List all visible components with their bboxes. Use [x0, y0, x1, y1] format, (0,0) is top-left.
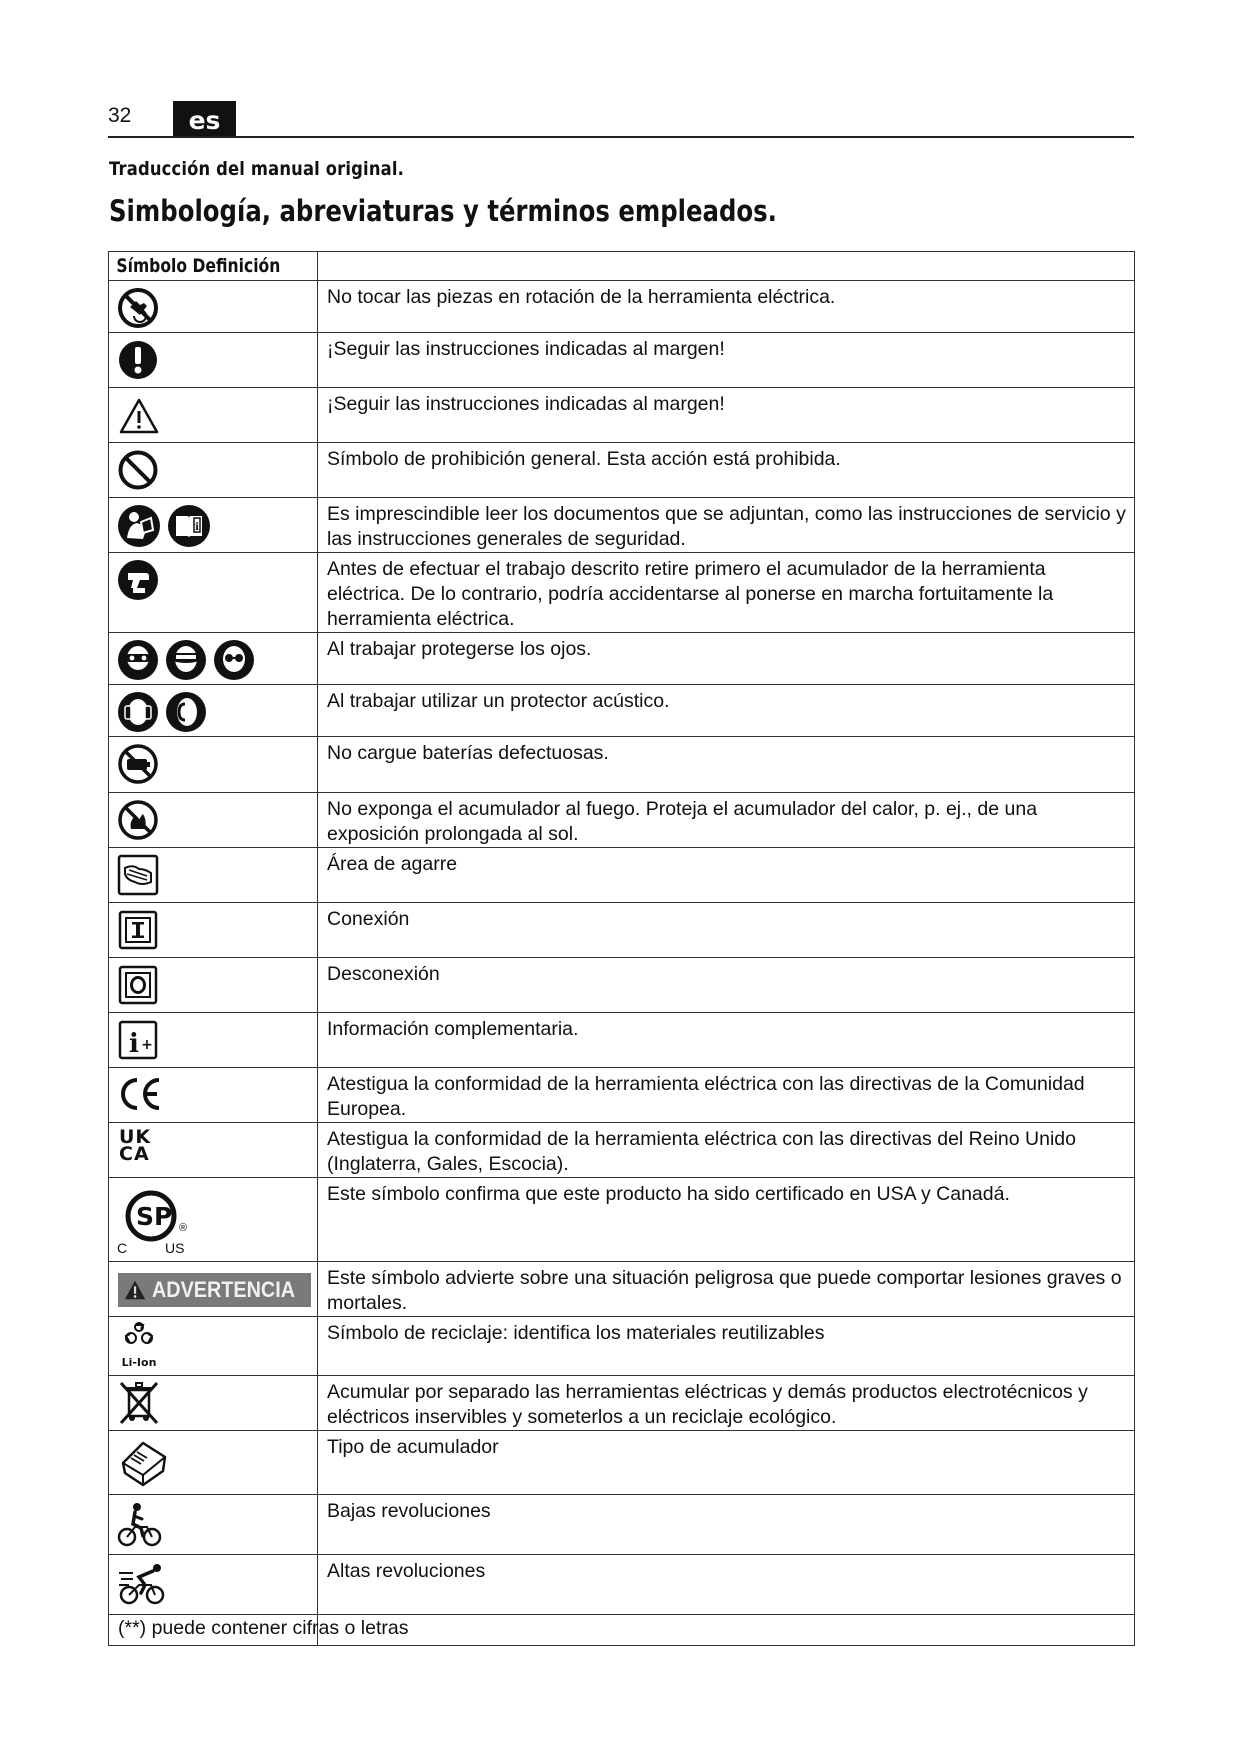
symbol-cell — [109, 1317, 318, 1376]
svg-text:+: + — [141, 1037, 153, 1053]
symbol-cell — [109, 848, 318, 903]
definition-cell: Antes de efectuar el trabajo descrito retire primero el acumulador de la herramienta eléctrica. De lo contrario, podría accidentarse al ponerse en marcha fortuitamente la herramienta eléctrica. — [318, 553, 1135, 633]
no-charge-defective-icon — [117, 743, 159, 785]
recycling-arrows-icon — [122, 1321, 156, 1351]
svg-text:i: i — [195, 522, 199, 533]
symbol-cell — [109, 333, 318, 388]
exclamation-icon — [117, 339, 159, 381]
definition-cell: Desconexión — [318, 958, 1135, 1013]
table-row — [109, 333, 1135, 388]
symbol-cell — [109, 443, 318, 498]
definition-cell: Altas revoluciones — [318, 1555, 1135, 1615]
symbol-cell — [109, 1431, 318, 1495]
document-subtitle: Traducción del manual original. — [109, 158, 404, 180]
ukca-mark-icon — [109, 1123, 317, 1163]
definition-cell: Atestigua la conformidad de la herramienta eléctrica con las directivas de la Comunidad Europea. — [318, 1068, 1135, 1123]
table-row — [109, 1178, 1135, 1262]
table-row — [109, 685, 1135, 737]
table-header-row — [109, 252, 1135, 281]
warning-triangle-icon — [117, 394, 161, 438]
csa-left-label: C — [117, 1240, 128, 1256]
no-touch-rotating-icon — [117, 287, 159, 329]
definition-cell: Acumular por separado las herramientas eléctricas y demás productos electrotécnicos y eléctricos inservibles y someterlos a un reciclaje ecológico. — [318, 1376, 1135, 1431]
csa-registered: ® — [179, 1222, 188, 1234]
footnote-empty — [318, 1615, 1135, 1646]
advertencia-label: ADVERTENCIA — [152, 1277, 296, 1302]
symbol-cell — [109, 388, 318, 443]
low-speed-cyclist-icon — [117, 1501, 163, 1549]
table-row — [109, 848, 1135, 903]
grip-area-icon — [117, 854, 159, 896]
table-row — [109, 1495, 1135, 1555]
table-row — [109, 553, 1135, 633]
symbol-cell — [109, 1013, 318, 1068]
definition-cell: Conexión — [318, 903, 1135, 958]
battery-pack-icon — [117, 1437, 169, 1489]
table-row — [109, 793, 1135, 848]
definition-cell: No exponga el acumulador al fuego. Proteja el acumulador del calor, p. ej., de una exposición prolongada al sol. — [318, 793, 1135, 848]
high-speed-cyclist-icon — [117, 1561, 169, 1605]
definition-cell: Área de agarre — [318, 848, 1135, 903]
page-number: 32 — [108, 104, 132, 127]
table-row — [109, 958, 1135, 1013]
page-title: Simbología, abreviaturas y términos empleados. — [109, 194, 777, 228]
symbol-cell — [109, 498, 318, 553]
symbol-cell — [109, 1178, 318, 1262]
csa-right-label: US — [165, 1240, 185, 1256]
footnote-cell — [109, 1615, 409, 1646]
table-header-label: Símbolo Definición — [116, 255, 281, 277]
header-rule — [108, 136, 1134, 138]
power-off-icon — [117, 964, 159, 1006]
table-row — [109, 633, 1135, 685]
advertencia-badge — [118, 1273, 311, 1307]
ukca-line-2: CA — [119, 1143, 150, 1165]
csa-letters: SP — [136, 1202, 173, 1231]
svg-text:i: i — [129, 1029, 139, 1059]
table-row — [109, 737, 1135, 793]
power-on-icon — [117, 909, 159, 951]
table-row — [109, 1262, 1135, 1317]
csa-mark-icon — [109, 1178, 317, 1258]
symbol-cell — [109, 903, 318, 958]
definition-cell: Este símbolo advierte sobre una situación peligrosa que puede comportar lesiones graves o mortales. — [318, 1262, 1135, 1317]
definition-cell: No cargue baterías defectuosas. — [318, 737, 1135, 793]
symbols-table — [108, 251, 1135, 1646]
warning-triangle-icon — [124, 1279, 146, 1301]
table-row — [109, 281, 1135, 333]
definition-cell: Al trabajar utilizar un protector acústico. — [318, 685, 1135, 737]
read-manual-book-icon — [167, 504, 211, 548]
symbol-cell — [109, 1376, 318, 1431]
table-header-cell — [109, 252, 318, 281]
table-row — [109, 498, 1135, 553]
table-row — [109, 1013, 1135, 1068]
symbol-cell — [109, 1495, 318, 1555]
definition-cell: Símbolo de prohibición general. Esta acción está prohibida. — [318, 443, 1135, 498]
symbol-cell — [109, 1123, 318, 1178]
ear-protection-muffs-icon — [117, 691, 159, 733]
table-row — [109, 1068, 1135, 1123]
read-manual-person-icon — [117, 504, 161, 548]
eye-protection-shield-icon — [165, 639, 207, 681]
definition-cell: Tipo de acumulador — [318, 1431, 1135, 1495]
symbol-cell — [109, 1068, 318, 1123]
table-row — [109, 1123, 1135, 1178]
definition-cell: Al trabajar protegerse los ojos. — [318, 633, 1135, 685]
table-row — [109, 1317, 1135, 1376]
symbol-cell — [109, 685, 318, 737]
definition-cell: Símbolo de reciclaje: identifica los materiales reutilizables — [318, 1317, 1135, 1376]
definition-cell: Este símbolo confirma que este producto ha sido certificado en USA y Canadá. — [318, 1178, 1135, 1262]
definition-cell: Bajas revoluciones — [318, 1495, 1135, 1555]
info-plus-icon — [117, 1019, 159, 1061]
language-badge: es — [173, 101, 236, 138]
remove-battery-icon — [117, 559, 159, 601]
recycling-liion-icon — [109, 1317, 161, 1369]
table-row — [109, 388, 1135, 443]
definition-cell: ¡Seguir las instrucciones indicadas al margen! — [318, 333, 1135, 388]
symbol-cell — [109, 1262, 318, 1317]
prohibition-icon — [117, 449, 159, 491]
table-row — [109, 1431, 1135, 1495]
symbol-cell — [109, 958, 318, 1013]
weee-bin-icon — [117, 1380, 161, 1426]
table-row — [109, 443, 1135, 498]
definition-cell: Es imprescindible leer los documentos que se adjuntan, como las instrucciones de servicio y las instrucciones generales de seguridad. — [318, 498, 1135, 553]
symbol-cell — [109, 1555, 318, 1615]
ukca-line-1: UK — [119, 1126, 152, 1148]
symbol-cell — [109, 737, 318, 793]
eye-protection-glasses-icon — [213, 639, 255, 681]
table-row — [109, 1555, 1135, 1615]
table-row — [109, 903, 1135, 958]
symbol-cell — [109, 281, 318, 333]
definition-cell: Atestigua la conformidad de la herramienta eléctrica con las directivas del Reino Unido (Inglaterra, Gales, Escocia). — [318, 1123, 1135, 1178]
definition-cell: Información complementaria. — [318, 1013, 1135, 1068]
symbol-cell — [109, 793, 318, 848]
symbol-cell — [109, 553, 318, 633]
no-fire-icon — [117, 799, 159, 841]
table-row — [109, 1376, 1135, 1431]
table-header-empty — [318, 252, 1135, 281]
liion-label: Li-Ion — [121, 1356, 157, 1369]
ce-mark-icon — [117, 1074, 163, 1114]
definition-cell: ¡Seguir las instrucciones indicadas al margen! — [318, 388, 1135, 443]
footnote-text: (**) puede contener cifras o letras — [118, 1617, 409, 1639]
eye-protection-goggles-icon — [117, 639, 159, 681]
footnote-row — [109, 1615, 1135, 1646]
definition-cell: No tocar las piezas en rotación de la herramienta eléctrica. — [318, 281, 1135, 333]
ear-protection-plug-icon — [165, 691, 207, 733]
symbol-cell — [109, 633, 318, 685]
